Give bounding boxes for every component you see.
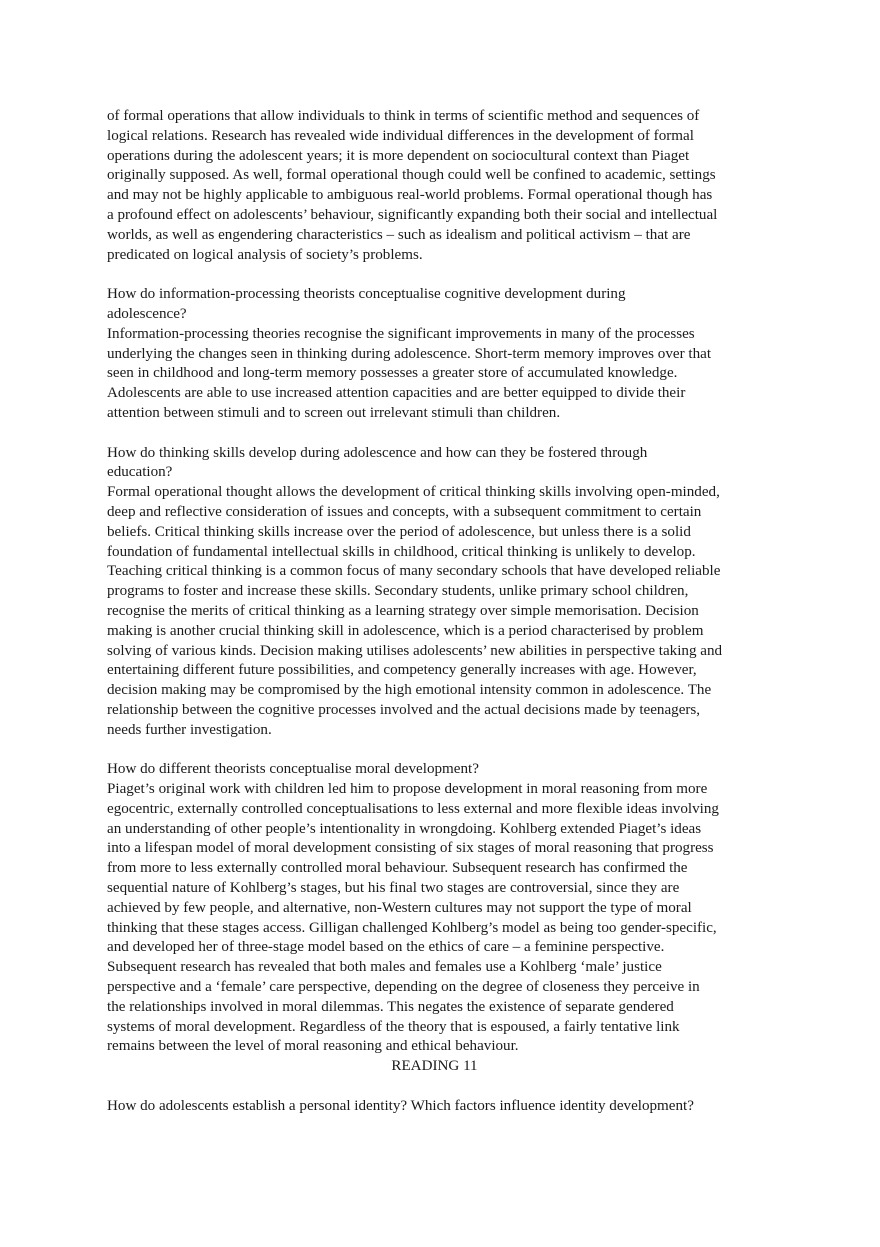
paragraph-spacer	[107, 1077, 772, 1097]
section-moral-development	[107, 760, 772, 1057]
text-line: relationship between the cognitive processes involved and the actual decisions made by teenagers,	[107, 701, 701, 718]
text-line: underlying the changes seen in thinking during adolescence. Short-term memory improves over that	[107, 345, 712, 362]
section-answer	[107, 780, 772, 1057]
question-line: How do information-processing theorists conceptualise cognitive development during	[107, 286, 626, 303]
text-line: Adolescents are able to use increased attention capacities and are better equipped to divide their	[107, 385, 686, 402]
text-line: a profound effect on adolescents’ behaviour, significantly expanding both their social and intellectual	[107, 206, 718, 223]
text-line: egocentric, externally controlled conceptualisations to less external and more flexible ideas involving	[107, 800, 719, 817]
paragraph-spacer	[107, 265, 772, 285]
text-line: making is another crucial thinking skill in adolescence, which is a period characterised by problem	[107, 622, 704, 639]
text-line: seen in childhood and long-term memory possesses a greater store of accumulated knowledge.	[107, 365, 678, 382]
question-line: adolescence?	[107, 305, 187, 322]
section-answer	[107, 325, 772, 424]
text-line: Teaching critical thinking is a common focus of many secondary schools that have developed reliable	[107, 563, 721, 580]
text-line: and may not be highly applicable to ambiguous real-world problems. Formal operational though has	[107, 187, 713, 204]
text-line: decision making may be compromised by the high emotional intensity common in adolescence. The	[107, 682, 712, 699]
text-line: recognise the merits of critical thinking as a learning strategy over simple memorisation. Decision	[107, 602, 699, 619]
reading-heading: READING 11	[391, 1058, 478, 1075]
section-question	[107, 760, 772, 780]
text-line: into a lifespan model of moral development consisting of six stages of moral reasoning that progress	[107, 840, 714, 857]
text-line: thinking that these stages access. Gilligan challenged Kohlberg’s model as being too gender-specific,	[107, 919, 717, 936]
text-line: Subsequent research has revealed that both males and females use a Kohlberg ‘male’ justice	[107, 959, 662, 976]
text-line: beliefs. Critical thinking skills increase over the period of adolescence, but unless there is a solid	[107, 523, 691, 540]
question-line: How do thinking skills develop during adolescence and how can they be fostered through	[107, 444, 648, 461]
text-line: programs to foster and increase these skills. Secondary students, unlike primary school children,	[107, 583, 689, 600]
text-line: operations during the adolescent years; it is more dependent on sociocultural context than Piaget	[107, 147, 690, 164]
text-line: originally supposed. As well, formal operational though could well be confined to academic, settings	[107, 167, 716, 184]
text-line: deep and reflective consideration of issues and concepts, with a subsequent commitment to certain	[107, 503, 702, 520]
text-line: Piaget’s original work with children led him to propose development in moral reasoning from more	[107, 781, 708, 798]
text-line: systems of moral development. Regardless of the theory that is espoused, a fairly tentative link	[107, 1018, 680, 1035]
text-line: remains between the level of moral reasoning and ethical behaviour.	[107, 1038, 519, 1055]
text-line: predicated on logical analysis of society’s problems.	[107, 246, 423, 263]
text-line: an understanding of other people’s intentionality in wrongdoing. Kohlberg extended Piaget’s ideas	[107, 820, 702, 837]
text-line: Information-processing theories recognise the significant improvements in many of the processes	[107, 325, 695, 342]
section-question	[107, 285, 772, 325]
section-answer	[107, 483, 772, 740]
text-line: sequential nature of Kohlberg’s stages, but his final two stages are controversial, since they are	[107, 880, 680, 897]
text-line: foundation of fundamental intellectual skills in childhood, critical thinking is unlikely to develop.	[107, 543, 696, 560]
question-line: How do different theorists conceptualise moral development?	[107, 761, 479, 778]
question-line: How do adolescents establish a personal identity? Which factors influence identity development?	[107, 1097, 694, 1114]
text-line: Formal operational thought allows the development of critical thinking skills involving open-minded,	[107, 484, 720, 501]
text-line: logical relations. Research has revealed wide individual differences in the development of formal	[107, 127, 694, 144]
text-line: attention between stimuli and to screen out irrelevant stimuli than children.	[107, 404, 561, 421]
text-line: worlds, as well as engendering characteristics – such as idealism and political activism – that are	[107, 226, 691, 243]
text-line: solving of various kinds. Decision making utilises adolescents’ new abilities in perspective taking and	[107, 642, 723, 659]
text-line: entertaining different future possibilities, and competency generally increases with age. However,	[107, 662, 697, 679]
text-line: needs further investigation.	[107, 721, 272, 738]
question-line: education?	[107, 464, 173, 481]
paragraph-spacer	[107, 424, 772, 444]
section-question	[107, 444, 772, 484]
text-line: from more to less externally controlled moral behaviour. Subsequent research has confirmed the	[107, 860, 688, 877]
section-identity	[107, 1097, 772, 1117]
text-line: achieved by few people, and alternative, non-Western cultures may not support the type of moral	[107, 899, 692, 916]
document-page	[107, 107, 772, 1117]
paragraph-spacer	[107, 741, 772, 761]
text-line: the relationships involved in moral dilemmas. This negates the existence of separate gendered	[107, 998, 674, 1015]
paragraph-formal-operations	[107, 107, 772, 265]
text-line: and developed her of three-stage model based on the ethics of care – a feminine perspective.	[107, 939, 665, 956]
section-thinking-skills	[107, 444, 772, 741]
text-line: perspective and a ‘female’ care perspective, depending on the degree of closeness they perceive in	[107, 979, 700, 996]
section-information-processing	[107, 285, 772, 424]
text-line: of formal operations that allow individuals to think in terms of scientific method and sequences of	[107, 108, 700, 124]
